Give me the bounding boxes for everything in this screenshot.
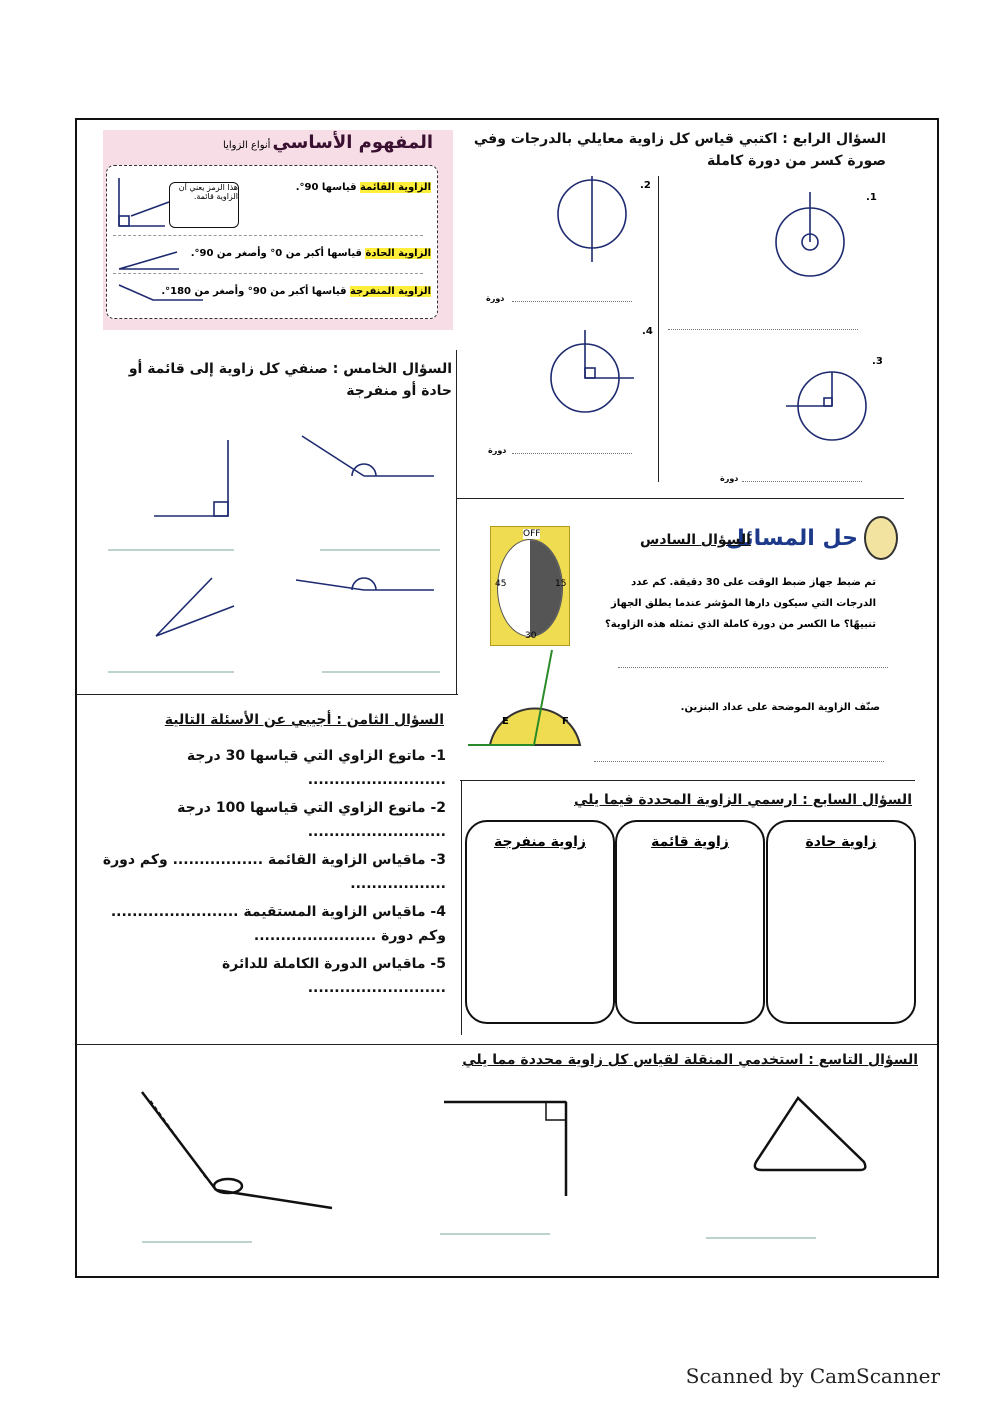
q6-title: السؤال السادس [640,532,751,548]
right-symbol-note: هذا الرمز يعني أن الزاوية قائمة. [169,182,239,228]
obtuse-angle-desc: قياسها أكبر من 90° وأصغر من 180°. [161,286,347,297]
timer-30-label: 30 [525,631,537,641]
timer-15-label: 15 [555,579,567,589]
box-label: زاوية قائمة [651,834,729,850]
q8-title: السؤال الثامن : أجيبي عن الأسئلة التالية [164,712,444,728]
q4-unit-4: دورة [488,446,507,455]
right-angle-term: الزاوية القائمة [359,182,431,193]
q8-item-5: 5- ماقياس الدورة الكاملة للدائرة .......................... [221,956,446,996]
q4-title: السؤال الرابع : اكتبي قياس كل زاوية معايلي بالدرجات وفي صورة كسر من دورة كاملة [473,131,886,169]
q5-title: السؤال الخامس : صنفي كل زاوية إلى قائمة أو حادة أو منفرجة [128,361,452,399]
box-label: زاوية منفرجة [494,834,586,850]
q8-item-1: 1- ماتوع الزاوي التي قياسها 30 درجة .......................... [186,748,446,788]
concept-title: المفهوم الأساسي [272,132,433,153]
q8-item-4: 4- ماقياس الزاوية المستقيمة ........................ وكم دورة ....................... [110,904,446,944]
timer-45-label: 45 [495,579,507,589]
q6-problem: تم ضبط جهاز ضبط الوقت على 30 دقيقة. كم عدد الدرجات التي سيكون دارها المؤشر عندما يطلق الجهاز تنبيهًا؟ ما الكسر من دورة كاملة الذي تمثله هذه الزاوية؟ [604,577,876,630]
q6-heading: حل المسائل [725,526,858,551]
q4-label-1: 1. [866,192,877,203]
right-angle-desc: قياسها 90°. [295,182,357,193]
q4-label-2: 2. [640,180,651,191]
concept-subtitle: أنواع الزوايا [223,140,271,151]
q7-title: السؤال السابع : ارسمي الزاوية المحددة فيما يلي [573,792,912,808]
timer-off-label: OFF [523,529,541,539]
q4-label-4: 4. [642,326,653,337]
box-label: زاوية حادة [805,834,877,850]
scanner-footer: Scanned by CamScanner [685,1364,940,1388]
acute-angle-desc: قياسها أكبر من 0° وأصغر من 90°. [190,248,362,259]
obtuse-angle-term: الزاوية المنفرجة [349,286,431,297]
q8-item-2: 2- ماتوع الزاوي التي قياسها 100 درجة .......................... [177,800,446,840]
q4-unit-2: دورة [486,294,505,303]
q4-unit-3: دورة [720,474,739,483]
q9-title: السؤال التاسع : استخدمي المنقلة لقياس كل زاوية محددة مما يلي [462,1052,918,1068]
q6-gauge-question: صنّف الزاوية الموضحة على عداد البنزين. [680,702,880,713]
q8-item-3: 3- ماقياس الزاوية القائمة ................. وكم دورة .................. [102,852,446,892]
gauge-f-label: F [562,716,569,727]
gauge-e-label: E [502,716,509,727]
q4-label-3: 3. [872,356,883,367]
acute-angle-term: الزاوية الحادة [365,248,431,259]
